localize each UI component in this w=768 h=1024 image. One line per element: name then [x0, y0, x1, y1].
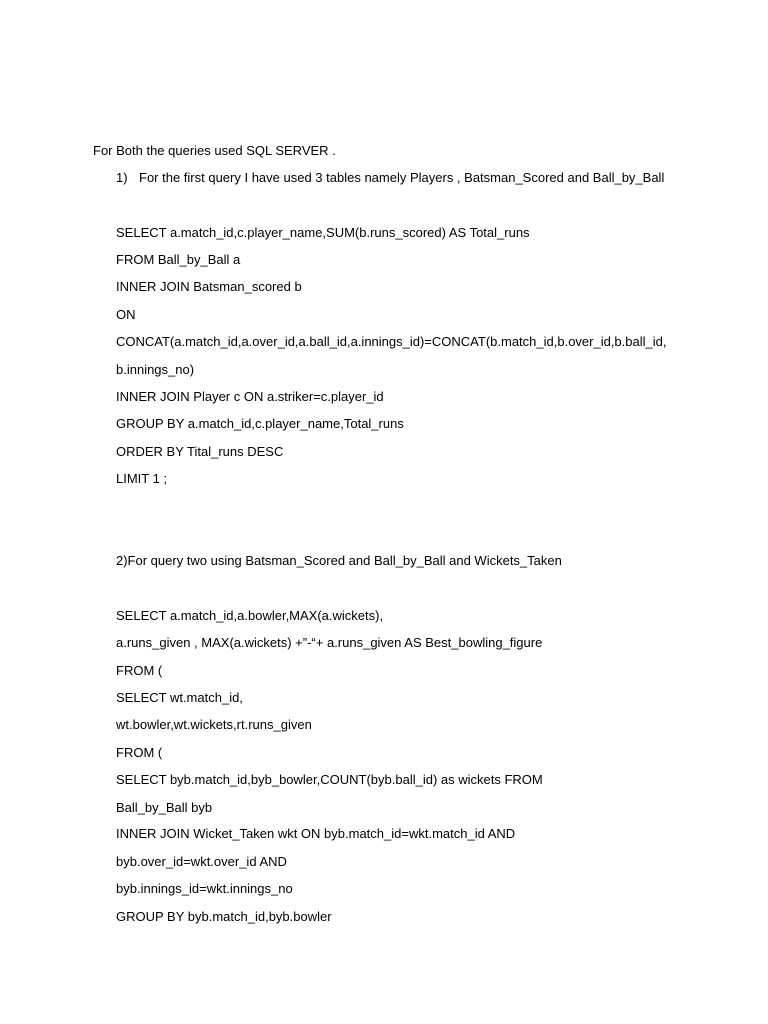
intro-paragraph: For Both the queries used SQL SERVER . [93, 143, 336, 158]
code-line: SELECT a.match_id,c.player_name,SUM(b.runs_scored) AS Total_runs [116, 225, 530, 240]
code-line: byb.innings_id=wkt.innings_no [116, 881, 293, 896]
code-line: INNER JOIN Batsman_scored b [116, 279, 302, 294]
code-line: a.runs_given , MAX(a.wickets) +”-“+ a.runs_given AS Best_bowling_figure [116, 635, 543, 650]
code-line: SELECT a.match_id,a.bowler,MAX(a.wickets), [116, 608, 384, 623]
code-line: INNER JOIN Player c ON a.striker=c.player_id [116, 389, 384, 404]
code-line: FROM Ball_by_Ball a [116, 252, 241, 267]
code-line: byb.over_id=wkt.over_id AND [116, 854, 287, 869]
code-line: INNER JOIN Wicket_Taken wkt ON byb.match_id=wkt.match_id AND [116, 826, 516, 841]
code-line: LIMIT 1 ; [116, 471, 168, 486]
code-line: CONCAT(a.match_id,a.over_id,a.ball_id,a.innings_id)=CONCAT(b.match_id,b.over_id,b.ball_id, [116, 334, 667, 349]
code-line: FROM ( [116, 663, 163, 678]
code-line: b.innings_no) [116, 362, 195, 377]
code-line: SELECT byb.match_id,byb_bowler,COUNT(byb.ball_id) as wickets FROM [116, 772, 543, 787]
code-line: Ball_by_Ball byb [116, 800, 213, 815]
code-line: wt.bowler,wt.wickets,rt.runs_given [116, 717, 312, 732]
list-item-1-text: For the first query I have used 3 tables namely Players , Batsman_Scored and Ball_by_Ball [139, 170, 665, 185]
code-line: ORDER BY Tital_runs DESC [116, 444, 284, 459]
code-line: GROUP BY byb.match_id,byb.bowler [116, 909, 332, 924]
list-item-2-text: 2)For query two using Batsman_Scored and Ball_by_Ball and Wickets_Taken [116, 553, 562, 568]
code-line: FROM ( [116, 745, 163, 760]
code-line: ON [116, 307, 136, 322]
list-item-1-number: 1) [116, 170, 128, 185]
code-line: SELECT wt.match_id, [116, 690, 243, 705]
code-line: GROUP BY a.match_id,c.player_name,Total_runs [116, 416, 404, 431]
